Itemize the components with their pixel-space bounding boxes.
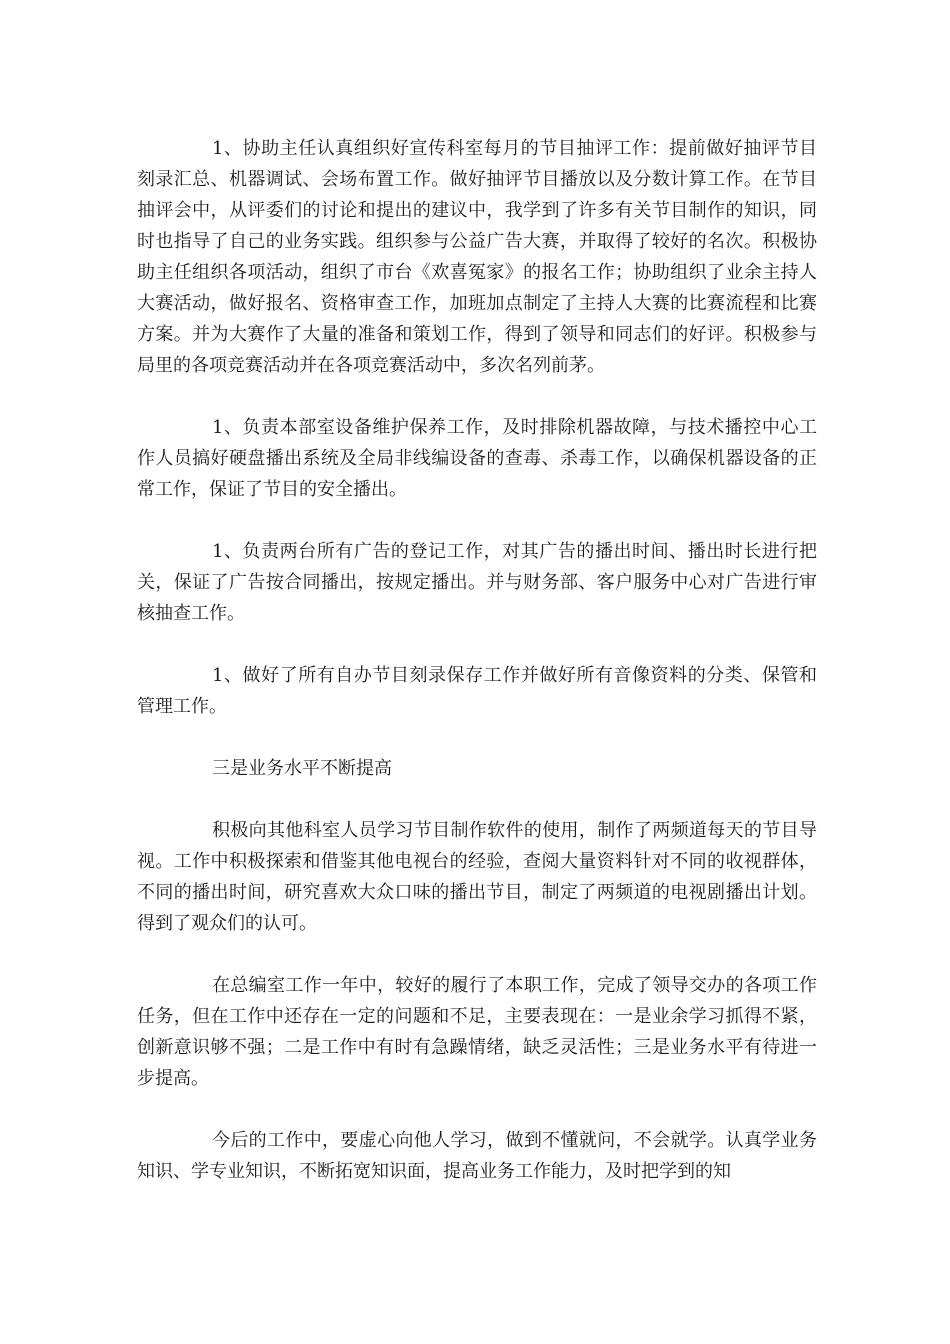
- document-body: [137, 133, 817, 1187]
- section-heading: 三是业务水平不断提高: [212, 758, 392, 779]
- paragraph-1: 1、协助主任认真组织好宣传科室每月的节目抽评工作：提前做好抽评节目刻录汇总、机器调试、会场布置工作。做好抽评节目播放以及分数计算工作。在节目抽评会中，从评委们的讨论和提出的建议中，我学到了许多有关节目制作的知识，同时也指导了自己的业务实践。组织参与公益广告大赛，并取得了较好的名次。积极协助主任组织各项活动，组织了市台《欢喜冤家》的报名工作；协助组织了业余主持人大赛活动，做好报名、资格审查工作，加班加点制定了主持人大赛的比赛流程和比赛方案。并为大赛作了大量的准备和策划工作，得到了领导和同志们的好评。积极参与局里的各项竞赛活动并在各项竞赛活动中，多次名列前茅。: [137, 138, 817, 376]
- paragraph-3: 1、负责两台所有广告的登记工作，对其广告的播出时间、播出时长进行把关，保证了广告按合同播出，按规定播出。并与财务部、客户服务中心对广告进行审核抽查工作。: [137, 541, 817, 624]
- paragraph-4: 1、做好了所有自办节目刻录保存工作并做好所有音像资料的分类、保管和管理工作。: [137, 665, 817, 717]
- paragraph-7: 今后的工作中，要虚心向他人学习，做到不懂就问，不会就学。认真学业务知识、学专业知识，不断拓宽知识面，提高业务工作能力，及时把学到的知: [137, 1130, 817, 1182]
- paragraph-2: 1、负责本部室设备维护保养工作，及时排除机器故障，与技术播控中心工作人员搞好硬盘播出系统及全局非线编设备的查毒、杀毒工作，以确保机器设备的正常工作，保证了节目的安全播出。: [137, 417, 817, 500]
- paragraph-6: 在总编室工作一年中，较好的履行了本职工作，完成了领导交办的各项工作任务，但在工作中还存在一定的问题和不足，主要表现在：一是业余学习抓得不紧，创新意识够不强；二是工作中有时有急躁情绪，缺乏灵活性；三是业务水平有待进一步提高。: [137, 975, 817, 1089]
- paragraph-5: 积极向其他科室人员学习节目制作软件的使用，制作了两频道每天的节目导视。工作中积极探索和借鉴其他电视台的经验，查阅大量资料针对不同的收视群体，不同的播出时间，研究喜欢大众口味的播出节目，制定了两频道的电视剧播出计划。得到了观众们的认可。: [137, 820, 817, 934]
